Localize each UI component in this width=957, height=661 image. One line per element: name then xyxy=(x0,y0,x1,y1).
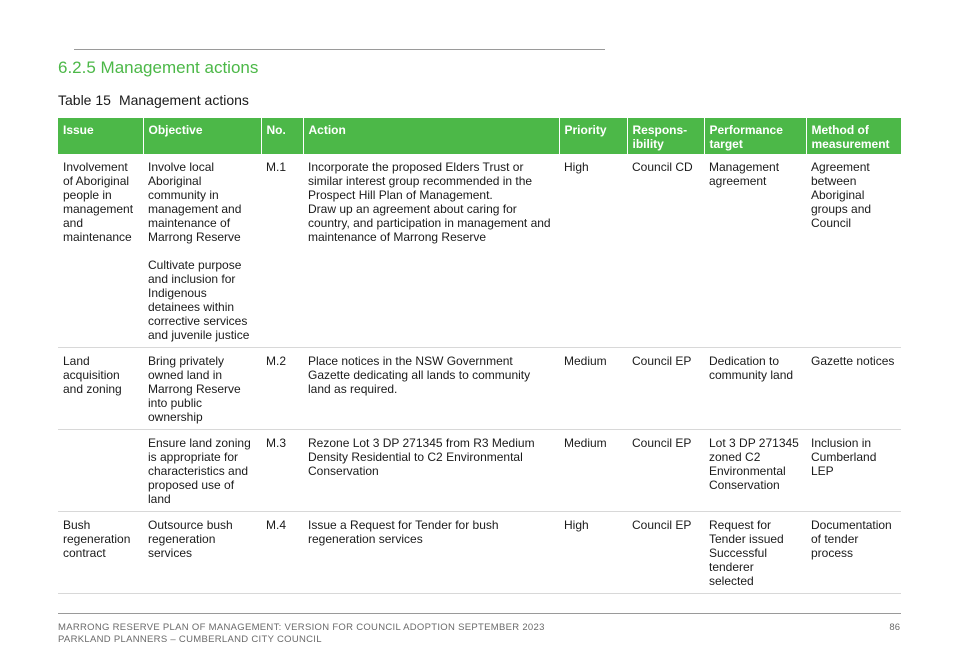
cell-method: Documentation of tender process xyxy=(811,518,892,560)
cell-performance-target xyxy=(704,154,806,348)
cell-responsibility: Council CD xyxy=(632,160,693,174)
header-issue: Issue xyxy=(58,118,143,154)
footer-divider xyxy=(58,613,901,614)
objective-paragraph: Cultivate purpose and inclusion for Indigenous detainees within corrective services and juvenile justice xyxy=(148,258,250,342)
cell-issue xyxy=(58,430,143,512)
cell-priority: High xyxy=(564,518,589,532)
cell-priority: Medium xyxy=(564,354,607,368)
header-responsibility-line: Respons- xyxy=(632,123,688,137)
cell-performance-target xyxy=(704,430,806,512)
management-actions-table xyxy=(58,118,901,594)
action-line: Issue a Request for Tender for bush regeneration services xyxy=(308,518,499,546)
page-number: 86 xyxy=(889,622,900,633)
objective-paragraph: Outsource bush regeneration services xyxy=(148,518,233,560)
cell-objective xyxy=(143,512,261,594)
header-responsibility xyxy=(627,118,704,154)
objective-paragraph: Bring privately owned land in Marrong Reserve into public ownership xyxy=(148,354,241,424)
cell-objective xyxy=(143,430,261,512)
cell-no: M.2 xyxy=(266,354,287,368)
cell-action xyxy=(303,430,559,512)
action-line: Rezone Lot 3 DP 271345 from R3 Medium Density Residential to C2 Environmental Conservation xyxy=(308,436,535,478)
target-line: Management agreement xyxy=(709,160,780,188)
header-method-of-measurement xyxy=(806,118,901,154)
header-performance-target xyxy=(704,118,806,154)
cell-method: Inclusion in Cumberland LEP xyxy=(811,436,877,478)
table-header-row xyxy=(58,118,901,154)
header-performance-target-line: Performance xyxy=(709,123,783,137)
cell-responsibility: Council EP xyxy=(632,518,692,532)
cell-responsibility: Council EP xyxy=(632,436,692,450)
cell-priority: High xyxy=(564,160,589,174)
cell-no: M.1 xyxy=(266,160,287,174)
table-row xyxy=(58,348,901,430)
target-line: Dedication to community land xyxy=(709,354,794,382)
table-row xyxy=(58,430,901,512)
footer-author: PARKLAND PLANNERS – CUMBERLAND CITY COUNCIL xyxy=(58,634,322,645)
header-objective: Objective xyxy=(143,118,261,154)
cell-method: Agreement between Aboriginal groups and Council xyxy=(811,160,872,230)
header-priority: Priority xyxy=(559,118,627,154)
cell-responsibility: Council EP xyxy=(632,354,692,368)
cell-issue: Land acquisition and zoning xyxy=(63,354,122,396)
cell-action xyxy=(303,512,559,594)
cell-objective xyxy=(143,348,261,430)
cell-no: M.3 xyxy=(266,436,287,450)
table-row xyxy=(58,512,901,594)
cell-action xyxy=(303,348,559,430)
objective-paragraph: Ensure land zoning is appropriate for characteristics and proposed use of land xyxy=(148,436,251,506)
cell-performance-target xyxy=(704,512,806,594)
table-caption-label: Table 15 xyxy=(58,92,111,108)
table-row xyxy=(58,154,901,348)
header-action: Action xyxy=(303,118,559,154)
action-line: Incorporate the proposed Elders Trust or similar interest group recommended in the Prospect Hill Plan of Management. xyxy=(308,160,533,202)
header-no: No. xyxy=(261,118,303,154)
action-line: Place notices in the NSW Government Gazette dedicating all lands to community land as required. xyxy=(308,354,531,396)
cell-action xyxy=(303,154,559,348)
cell-objective xyxy=(143,154,261,348)
cell-issue: Involvement of Aboriginal people in management and maintenance xyxy=(63,160,134,244)
page-footer xyxy=(58,622,545,646)
header-performance-target-line: target xyxy=(709,137,743,151)
top-divider xyxy=(74,49,605,50)
header-method-line: measurement xyxy=(811,137,890,151)
objective-paragraph: Involve local Aboriginal community in management and maintenance of Marrong Reserve xyxy=(148,160,242,244)
target-line: Lot 3 DP 271345 zoned C2 Environmental Conservation xyxy=(709,436,799,492)
cell-performance-target xyxy=(704,348,806,430)
section-heading: 6.2.5 Management actions xyxy=(58,58,259,77)
footer-document-title: MARRONG RESERVE PLAN OF MANAGEMENT: VERSION FOR COUNCIL ADOPTION SEPTEMBER 2023 xyxy=(58,622,545,633)
target-line: Request for Tender issued xyxy=(709,518,784,546)
target-line: Successful tenderer selected xyxy=(709,546,768,588)
cell-priority: Medium xyxy=(564,436,607,450)
header-method-line: Method of xyxy=(811,123,869,137)
cell-issue: Bush regeneration contract xyxy=(63,518,131,560)
table-caption-title: Management actions xyxy=(118,92,249,108)
header-responsibility-line: ibility xyxy=(632,137,664,151)
action-line: Draw up an agreement about caring for country, and participation in management and maintenance of Marrong Reserve xyxy=(308,202,551,244)
cell-no: M.4 xyxy=(266,518,287,532)
cell-method: Gazette notices xyxy=(811,354,895,368)
table-caption xyxy=(58,92,249,108)
